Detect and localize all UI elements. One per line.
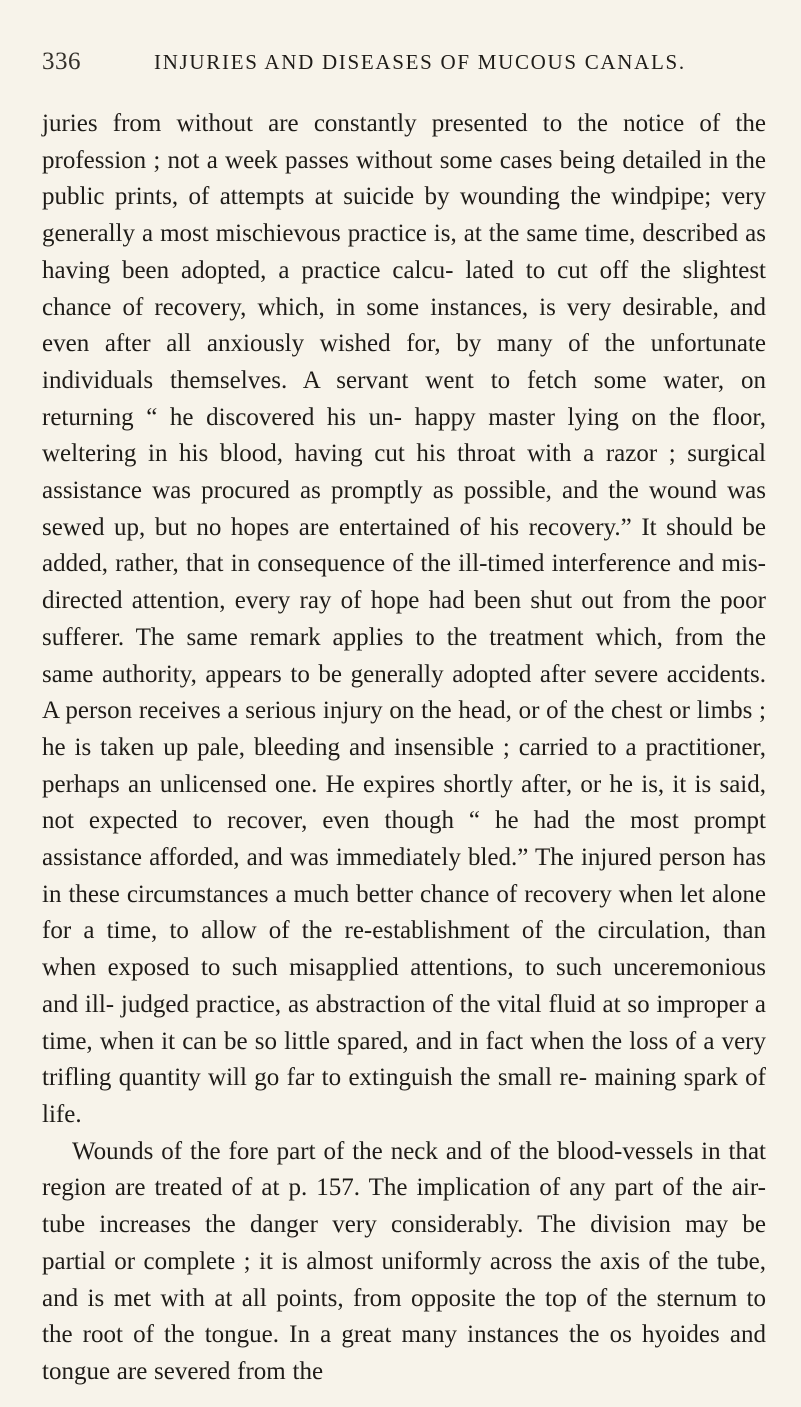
running-head — [42, 48, 762, 80]
paragraph: Wounds of the fore part of the neck and of the blood-vessels in that region are treated of at p. 157. The implication of any part of the air-tube increases the danger very considerably. The division may be partial or complete ; it is almost uniformly across the axis of the tube, and is met with at all points, from opposite the top of the sternum to the root of the tongue. In a great many instances the os hyoides and tongue are severed from the — [42, 1137, 766, 1385]
paragraph: juries from without are constantly presented to the notice of the profession ; not a week passes without some cases being detailed in the public prints, of attempts at suicide by wounding the windpipe; very generally a most mischievous practice is, at the same time, described as having been adopted, a practice calcu- lated to cut off the slightest chance of recovery, which, in some instances, is very desirable, and even after all anxiously wished for, by many of the unfortunate individuals themselves. A servant went to fetch some water, on returning “ he discovered his un- happy master lying on the floor, weltering in his blood, having cut his throat with a razor ; surgical assistance was procured as promptly as possible, and the wound was sewed up, but no hopes are entertained of his recovery.” It should be added, rather, that in consequence of the ill-timed interference and mis-directed attention, every ray of hope had been shut out from the poor sufferer. The same remark applies to the treatment which, from the same authority, appears to be generally adopted after severe accidents. A person receives a serious injury on the head, or of the chest or limbs ; he is taken up pale, bleeding and insensible ; carried to a practitioner, perhaps an unlicensed one. He expires shortly after, or he is, it is said, not expected to recover, even though “ he had the most prompt assistance afforded, and was immediately bled.” The injured person has in these circumstances a much better chance of recovery when let alone for a time, to allow of the re-establishment of the circulation, than when exposed to such misapplied attentions, to such unceremonious and ill- judged practice, as abstraction of the vital fluid at so improper a time, when it can be so little spared, and in fact when the loss of a very trifling quantity will go far to extinguish the small re- maining spark of life. — [42, 110, 766, 1128]
body-text — [42, 106, 766, 1391]
page-number: 336 — [42, 48, 81, 75]
chapter-running-title: INJURIES AND DISEASES OF MUCOUS CANALS. — [154, 50, 686, 74]
